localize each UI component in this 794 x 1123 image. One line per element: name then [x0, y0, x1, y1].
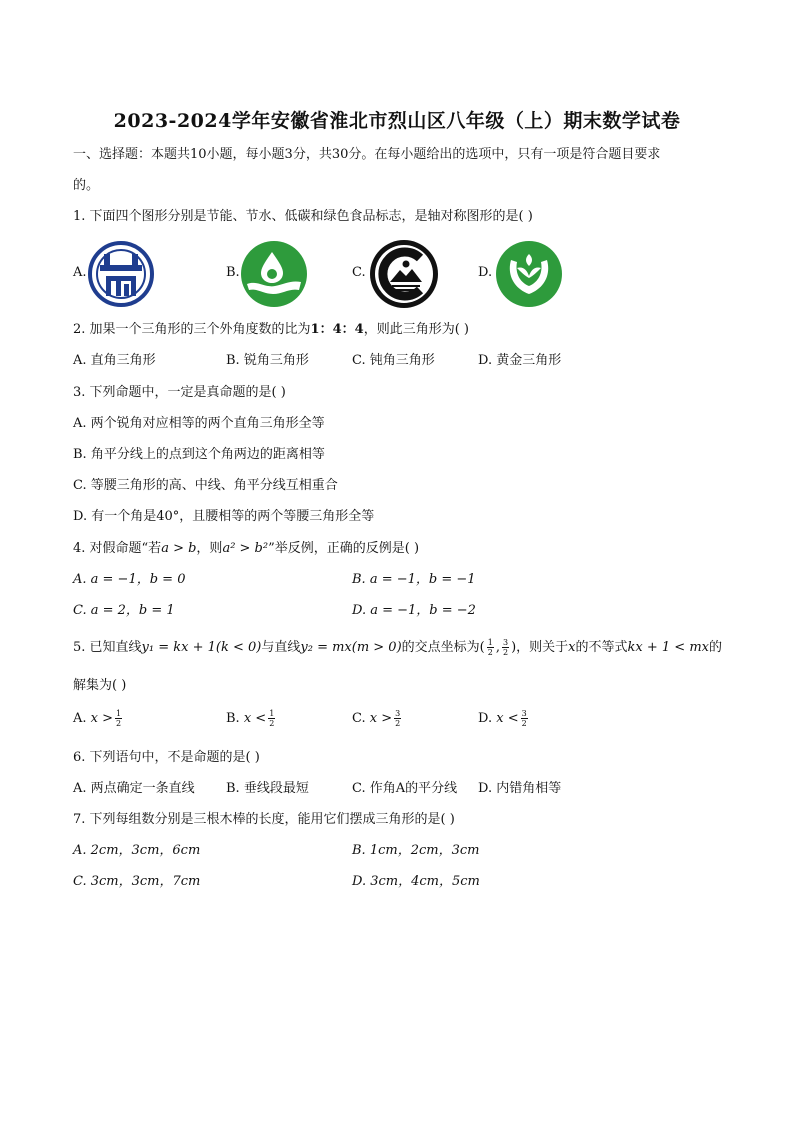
q5-stem-text-f: 的: [708, 640, 722, 655]
q7-option-a: A. 2cm，3cm，6cm: [73, 843, 201, 858]
q4-stem: [73, 540, 419, 558]
q7-stem: 7. 下列每组数分别是三根木棒的长度，能用它们摆成三角形的是( ): [73, 812, 455, 827]
q6-option-c: C. 作角A的平分线: [352, 781, 458, 796]
q5-stem-text-e: 的不等式: [575, 640, 628, 655]
q5-stem-text-d: ，则关于: [516, 640, 569, 655]
q4-option-d: D. a = −1，b = −2: [352, 603, 476, 618]
q1-label-b: B.: [226, 265, 240, 280]
q5-option-c: C. x > $\frac{3}{2}$: [352, 709, 401, 728]
q5-point-x: $\frac{1}{2}$: [487, 638, 493, 657]
q5-line1: y₁ = kx + 1(k < 0): [141, 640, 262, 655]
q7-option-c: C. 3cm，3cm，7cm: [73, 874, 201, 889]
q4-stem-text-b: ，则: [196, 541, 223, 556]
q5-option-a: A. x > $\frac{1}{2}$: [73, 709, 122, 728]
q5-option-d: D. x < $\frac{3}{2}$: [478, 709, 527, 728]
q4-option-c: C. a = 2，b = 1: [73, 603, 175, 618]
q1-stem: 1. 下面四个图形分别是节能、节水、低碳和绿色食品标志，是轴对称图形的是( ): [73, 209, 533, 224]
q4-stem-text-c: ”举反例，正确的反例是( ): [268, 541, 420, 556]
q2-stem-text-b: ，则此三角形为( ): [363, 322, 469, 337]
q3-option-c: C. 等腰三角形的高、中线、角平分线互相重合: [73, 478, 338, 493]
q7-option-b: B. 1cm，2cm，3cm: [352, 843, 480, 858]
q1-label-a: A.: [73, 265, 87, 280]
q3-option-d: D. 有一个角是40°，且腰相等的两个等腰三角形全等: [73, 509, 375, 524]
q3-option-a: A. 两个锐角对应相等的两个直角三角形全等: [73, 416, 325, 431]
q4-math-premise: a > b: [161, 541, 197, 556]
water-saving-logo-icon: [239, 240, 309, 308]
q6-option-d: D. 内错角相等: [478, 781, 562, 796]
q6-option-a: A. 两点确定一条直线: [73, 781, 195, 796]
q4-option-a: A. a = −1，b = 0: [73, 572, 186, 587]
q5-point-y: $\frac{3}{2}$: [502, 638, 509, 657]
q5-stem-text-a: 5. 已知直线: [73, 640, 142, 655]
q6-stem: 6. 下列语句中，不是命题的是( ): [73, 750, 260, 765]
q6-option-b: B. 垂线段最短: [226, 781, 309, 796]
q7-option-d: D. 3cm，4cm，5cm: [352, 874, 480, 889]
q5-stem: [73, 638, 722, 657]
q5-stem-text-c: 的交点坐标为: [401, 640, 480, 655]
q5-point: ( $\frac{1}{2}$ , $\frac{3}{2}$ ): [479, 638, 517, 657]
q1-label-c: C.: [352, 265, 366, 280]
energy-saving-logo-icon: [86, 240, 156, 308]
green-food-logo-icon: [493, 240, 565, 308]
q4-option-b: B. a = −1，b = −1: [352, 572, 476, 587]
exam-title: 2023-2024学年安徽省淮北市烈山区八年级（上）期末数学试卷: [113, 110, 681, 132]
q2-ratio: 1：4：4: [310, 322, 364, 337]
q2-stem-text-a: 2. 加果一个三角形的三个外角度数的比为: [73, 322, 311, 337]
q5-line2: y₂ = mx(m > 0): [300, 640, 402, 655]
q2-option-a: A. 直角三角形: [73, 353, 156, 368]
q3-stem: 3. 下列命题中，一定是真命题的是( ): [73, 385, 286, 400]
q5-inequality: kx + 1 < mx: [627, 640, 709, 655]
q5-option-b-frac: $\frac{1}{2}$: [269, 709, 275, 728]
section-heading-line2: 的。: [73, 178, 100, 193]
q2-stem: [73, 321, 469, 339]
q5-option-c-frac: $\frac{3}{2}$: [395, 709, 401, 728]
q1-label-d: D.: [478, 265, 493, 280]
q4-stem-text-a: 4. 对假命题“若: [73, 541, 162, 556]
q5-stem-text-b: 与直线: [261, 640, 301, 655]
q5-option-d-frac: $\frac{3}{2}$: [521, 709, 527, 728]
q3-option-b: B. 角平分线上的点到这个角两边的距离相等: [73, 447, 325, 462]
q2-option-d: D. 黄金三角形: [478, 353, 562, 368]
q5-stem-line2: 解集为( ): [73, 678, 127, 693]
q5-var-x: x: [568, 640, 576, 655]
q2-option-c: C. 钝角三角形: [352, 353, 435, 368]
low-carbon-logo-icon: [368, 238, 440, 310]
q5-option-a-frac: $\frac{1}{2}$: [116, 709, 122, 728]
q4-math-conclusion: a² > b²: [222, 541, 269, 556]
section-heading-line1: 一、选择题：本题共10小题，每小题3分，共30分。在每小题给出的选项中，只有一项是符合题目要求: [73, 147, 661, 162]
q5-option-b: B. x < $\frac{1}{2}$: [226, 709, 275, 728]
q2-option-b: B. 锐角三角形: [226, 353, 309, 368]
